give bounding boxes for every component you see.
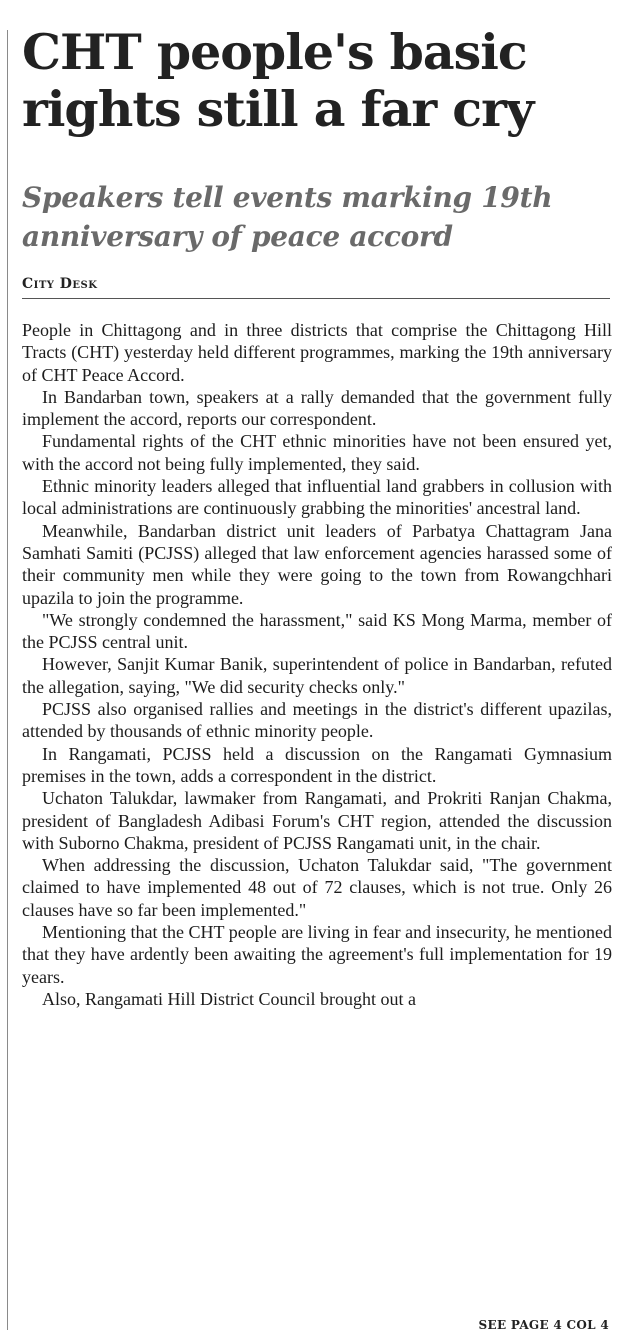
paragraph: PCJSS also organised rallies and meetings in the district's different upazilas, attended by thousands of ethnic minority people. — [22, 699, 612, 742]
headline: CHT people's basic rights still a far cry — [22, 23, 534, 138]
byline-divider — [22, 298, 610, 299]
paragraph: In Bandarban town, speakers at a rally demanded that the government fully implement the accord, reports our correspondent. — [22, 386, 612, 430]
subheadline: Speakers tell events marking 19th anniversary of peace accord — [22, 181, 553, 253]
paragraph: However, Sanjit Kumar Banik, superintendent of police in Bandarban, refuted the allegation, saying, "We did security checks only." — [22, 654, 612, 697]
paragraph: Mentioning that the CHT people are living in fear and insecurity, he mentioned that they have ardently been awaiting the agreement's full implementation for 19 years. — [22, 922, 612, 987]
paragraph: Ethnic minority leaders alleged that influential land grabbers in collusion with local administrations are continuously grabbing the minorities' ancestral land. — [22, 476, 612, 519]
paragraph: Uchaton Talukdar, lawmaker from Rangamati, and Prokriti Ranjan Chakma, president of Bangladesh Adibasi Forum's CHT region, attended the discussion with Suborno Chakma, president of PCJSS Rangamati unit, in the chair. — [22, 788, 612, 853]
column-rule — [7, 30, 8, 1330]
byline: City Desk — [22, 276, 98, 292]
paragraph: Fundamental rights of the CHT ethnic minorities have not been ensured yet, with the accord not being fully implemented, they said. — [22, 431, 612, 474]
continuation-jump-line: SEE PAGE 4 COL 4 — [478, 1318, 609, 1332]
article-body — [22, 319, 612, 1010]
paragraph: In Rangamati, PCJSS held a discussion on the Rangamati Gymnasium premises in the town, adds a correspondent in the district. — [22, 743, 612, 786]
paragraph: People in Chittagong and in three districts that comprise the Chittagong Hill Tracts (CHT) yesterday held different programmes, marking the 19th anniversary of CHT Peace Accord. — [22, 320, 612, 385]
paragraph: Also, Rangamati Hill District Council brought out a — [42, 988, 416, 1009]
paragraph: When addressing the discussion, Uchaton Talukdar said, "The government claimed to have implemented 48 out of 72 clauses, which is not true. Only 26 clauses have so far been implemented." — [22, 855, 612, 920]
paragraph: Meanwhile, Bandarban district unit leaders of Parbatya Chattagram Jana Samhati Samiti (PCJSS) alleged that law enforcement agencies harassed some of their community men while they were going to the town from Rowangchhari upazila to join the programme. — [22, 520, 612, 608]
paragraph: "We strongly condemned the harassment," said KS Mong Marma, member of the PCJSS central unit. — [22, 609, 612, 653]
